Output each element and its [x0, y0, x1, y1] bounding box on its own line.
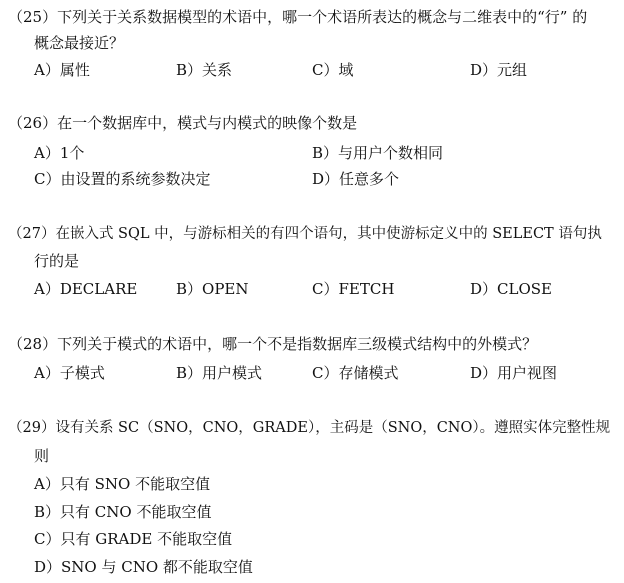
q29-option-a: A）只有 SNO 不能取空值	[34, 475, 211, 493]
q29-option-d: D）SNO 与 CNO 都不能取空值	[34, 558, 253, 576]
q26-stem-line1: （26）在一个数据库中，模式与内模式的映像个数是	[8, 114, 358, 132]
q25-option-b: B）关系	[176, 61, 233, 79]
q29-option-c: C）只有 GRADE 不能取空值	[34, 530, 233, 548]
q25-option-a: A）属性	[34, 61, 90, 79]
q29-option-b: B）只有 CNO 不能取空值	[34, 503, 212, 521]
q28-stem-line1: （28）下列关于模式的术语中，哪一个不是指数据库三级模式结构中的外模式？	[8, 335, 538, 353]
q25-option-c: C）域	[312, 61, 354, 79]
q29-stem-line1: （29）设有关系 SC（SNO，CNO，GRADE），主码是（SNO，CNO）。遵照实体完整性规	[8, 420, 611, 436]
q28-option-a: A）子模式	[34, 364, 105, 382]
q26-option-c: C）由设置的系统参数决定	[34, 170, 211, 188]
q27-option-a: A）DECLARE	[34, 280, 138, 298]
q29-stem-line2: 则	[34, 447, 50, 465]
q27-option-c: C）FETCH	[312, 280, 395, 298]
q28-option-d: D）用户视图	[470, 364, 558, 382]
q25-stem-line1: （25）下列关于关系数据模型的术语中，哪一个术语所表达的概念与二维表中的“行” 的	[8, 8, 588, 26]
q25-stem-line2: 概念最接近？	[34, 34, 125, 52]
q26-option-d: D）任意多个	[312, 170, 400, 188]
q27-option-d: D）CLOSE	[470, 280, 552, 298]
q27-stem-line1: （27）在嵌入式 SQL 中，与游标相关的有四个语句，其中使游标定义中的 SELECT 语句执	[8, 226, 602, 242]
q26-option-a: A）1个	[34, 144, 85, 162]
q27-stem-line2: 行的是	[34, 252, 80, 270]
q26-option-b: B）与用户个数相同	[312, 144, 444, 162]
q28-option-c: C）存储模式	[312, 364, 399, 382]
q28-option-b: B）用户模式	[176, 364, 263, 382]
q25-option-d: D）元组	[470, 61, 528, 79]
q27-option-b: B）OPEN	[176, 280, 249, 298]
